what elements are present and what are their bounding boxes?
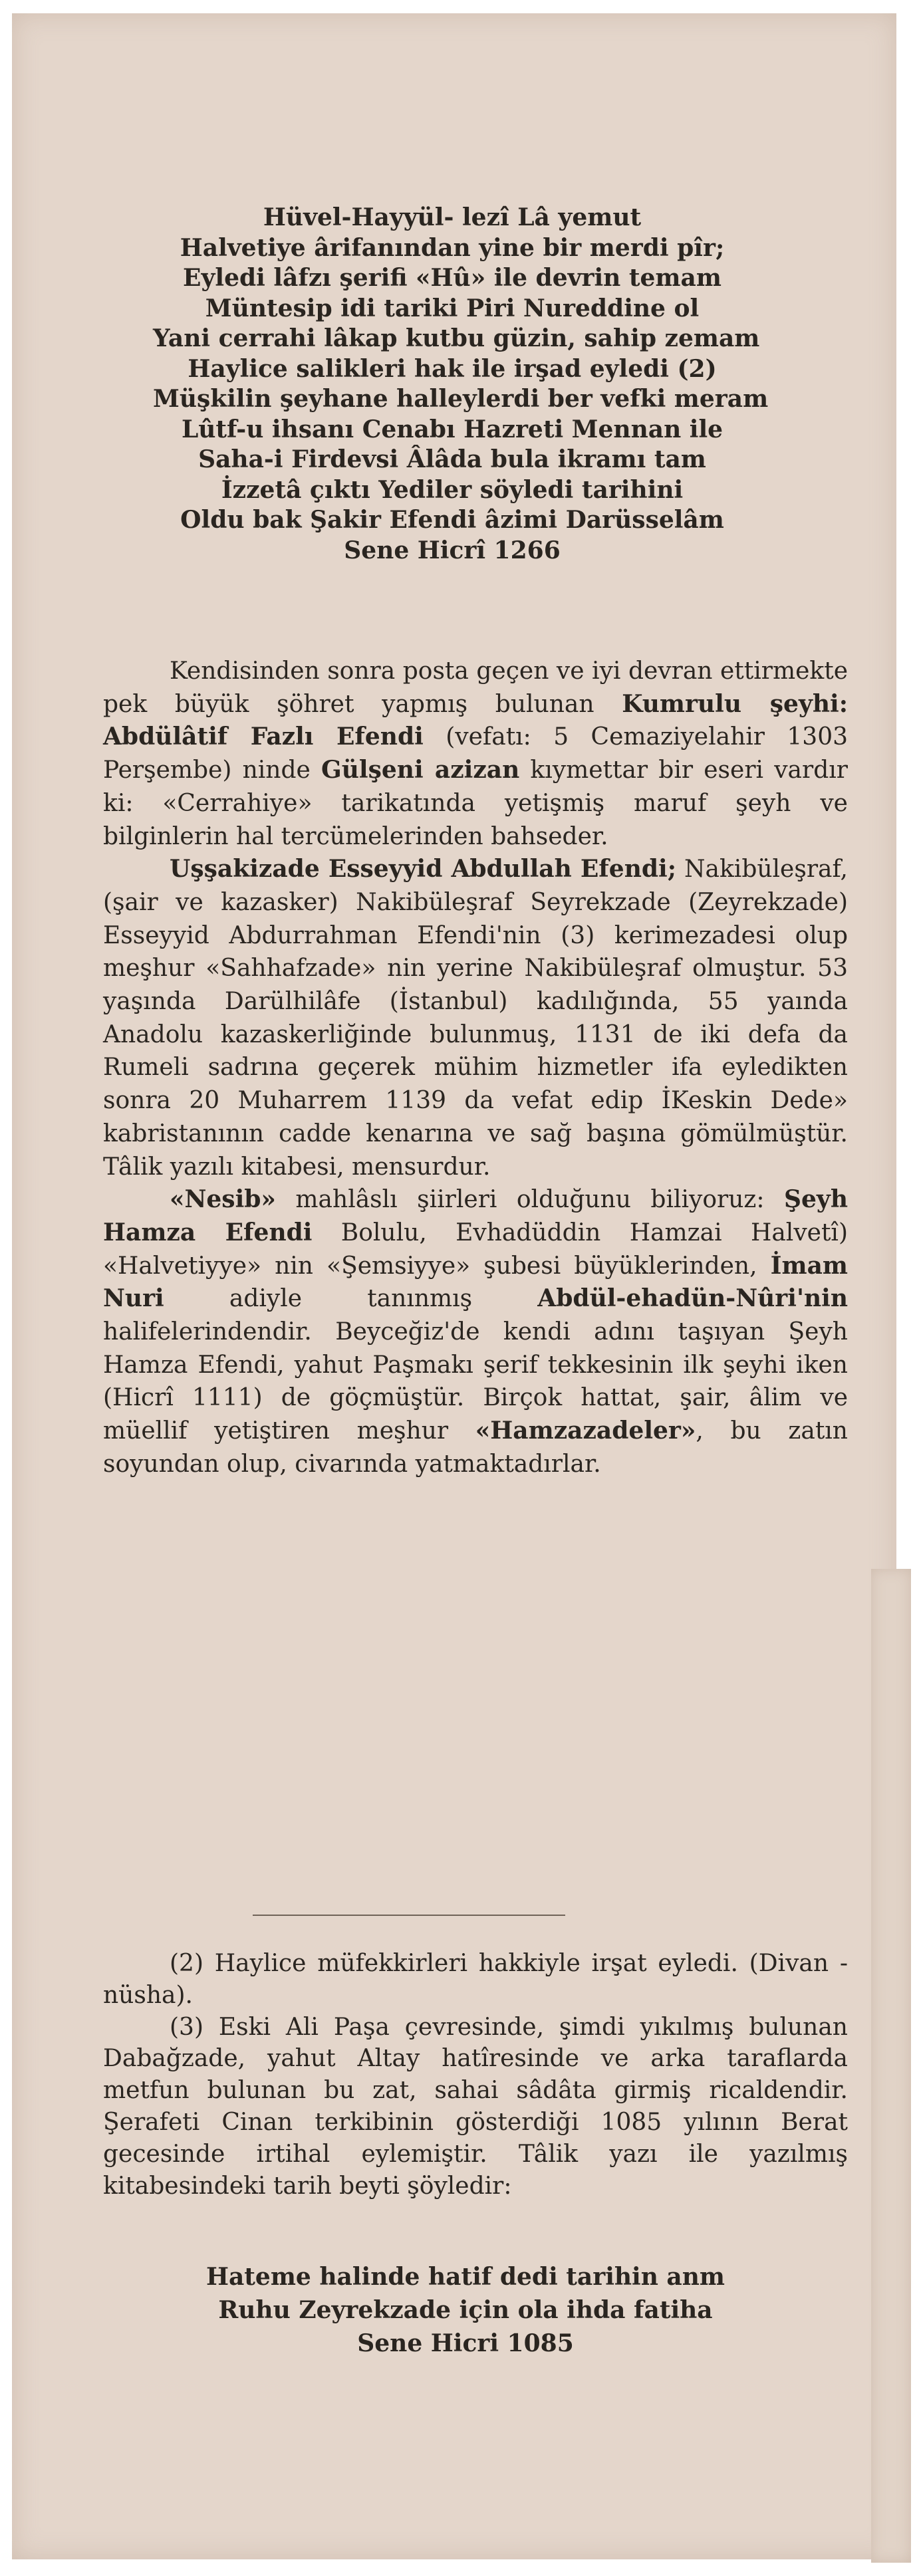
chronogram-poem [153,203,769,566]
poem-line: Eyledi lâfzı şerifi «Hû» ile devrin temam [183,264,722,292]
poem-date: Sene Hicrî 1266 [344,536,561,564]
poem-line: Müşkilin şeyhane halleylerdi ber vefki meram [153,385,769,413]
bold-name: Uşşakizade Esseyyid Abdullah Efendi; [170,855,677,883]
bold-title: Gülşeni azizan [321,756,520,784]
poem-line: Oldu bak Şakir Efendi âzimi Darüsselâm [180,506,724,534]
paragraph-kumrulu: Kendisinden sonra posta geçen ve iyi devran ettirmekte pek büyük şöhret yapmış bulunan Kumrulu şeyhi: Abdülâtif Fazlı Efendi (vefatı: 5 Cemaziyelahir 1303 Perşembe) ninde Gülşeni azizan kıymettar bir eseri vardır ki: «Cerrahiye» tarikatında yetişmiş maruf şeyh ve bilginlerin hal tercümelerinden bahseder. [103,657,849,850]
poem-line: Halvetiye ârifanından yine bir merdi pîr; [180,233,725,262]
bold-name: Şeyh Hamza Efendi [103,1185,848,1246]
bold-name: «Hamzazadeler» [475,1417,696,1445]
poem-line: Müntesip idi tariki Piri Nureddine ol [205,294,700,322]
poem-line: İzzetâ çıktı Yediler söyledi tarihini [221,475,684,504]
couplet-line: Ruhu Zeyrekzade için ola ihda fatiha [218,2296,713,2324]
bold-name: Abdül-ehadün-Nûri'nin [537,1284,848,1313]
paragraph-nesib: «Nesib» mahlâslı şiirleri olduğunu biliyoruz: Şeyh Hamza Efendi Bolulu, Evhadüddin Hamzai Halvetî) «Halvetiyye» nin «Şemsiyye» şubesi büyüklerinden, İmam Nuri adiyle tanınmış Abdül-ehadün-Nûri'nin halifelerindendir. Beyceğiz'de kendi adını taşıyan Şeyh Hamza Efendi, yahut Paşmakı şerif tekkesinin ilk şeyhi iken (Hicrî 1111) de göçmüştür. Birçok hattat, şair, âlim ve müellif yetiştiren meşhur «Hamzazadeler», bu zatın soyundan olup, civarında yatmaktadırlar. [103,1185,848,1478]
poem-line: Saha-i Firdevsi Âlâda bula ikramı tam [198,445,706,473]
tarih-couplet [133,2260,798,2360]
footnote-2: (2) Haylice müfekkirleri hakkiyle irşat eyledi. (Divan - nüsha). [103,1950,848,2009]
poem-line: Yani cerrahi lâkap kutbu güzin, sahip zemam [153,324,760,352]
poem-line: Hüvel-Hayyül- lezî Lâ yemut [263,203,642,231]
article-body [103,655,848,1481]
footnotes [103,1948,848,2202]
poem-line: Lûtf-u ihsanı Cenabı Hazreti Mennan ile [181,415,723,443]
footnote-3: (3) Eski Ali Paşa çevresinde, şimdi yıkılmış bulunan Dabağzade, yahut Altay hatîresinde ve arka taraflarda metfun bulunan bu zat, sahai sâdâta girmiş ricaldendir. Şerafeti Cinan terkibinin gösterdiği 1085 yılının Berat gecesinde irtihal eylemiştir. Tâlik yazı ile yazılmış kitabesindeki tarih beyti şöyledir: [103,2013,848,2200]
bold-name: İmam Nuri [103,1251,848,1313]
couplet-line: Hateme halinde hatif dedi tarihin anm [205,2263,725,2291]
footnote-divider [253,1915,565,1916]
poem-line: Haylice salikleri hak ile irşad eyledi (2) [188,354,717,383]
bold-pen-name: «Nesib» [170,1185,276,1214]
paragraph-ussakizade: Uşşakizade Esseyyid Abdullah Efendi; Nakibüleşraf, (şair ve kazasker) Nakibüleşraf Seyrekzade (Zeyrekzade) Esseyyid Abdurrahman Efendi'nin (3) kerimezadesi olup meşhur «Sahhafzade» nin yerine Nakibüleşraf olmuştur. 53 yaşında Darülhilâfe (İstanbul) kadılığında, 55 yaında Anadolu kazaskerliğinde bulunmuş, 1131 de iki defa da Rumeli sadrına geçerek mühim hizmetler ifa eyledikten sonra 20 Muharrem 1139 da vefat edip İKeskin Dede» kabristanının cadde kenarına ve sağ başına gömülmüştür. Tâlik yazılı kitabesi, mensurdur. [103,855,848,1181]
clipping-side-strip [871,1569,911,2563]
couplet-date: Sene Hicri 1085 [357,2329,574,2357]
bold-name: Kumrulu şeyhi: Abdülâtif Fazlı Efendi [103,689,849,751]
